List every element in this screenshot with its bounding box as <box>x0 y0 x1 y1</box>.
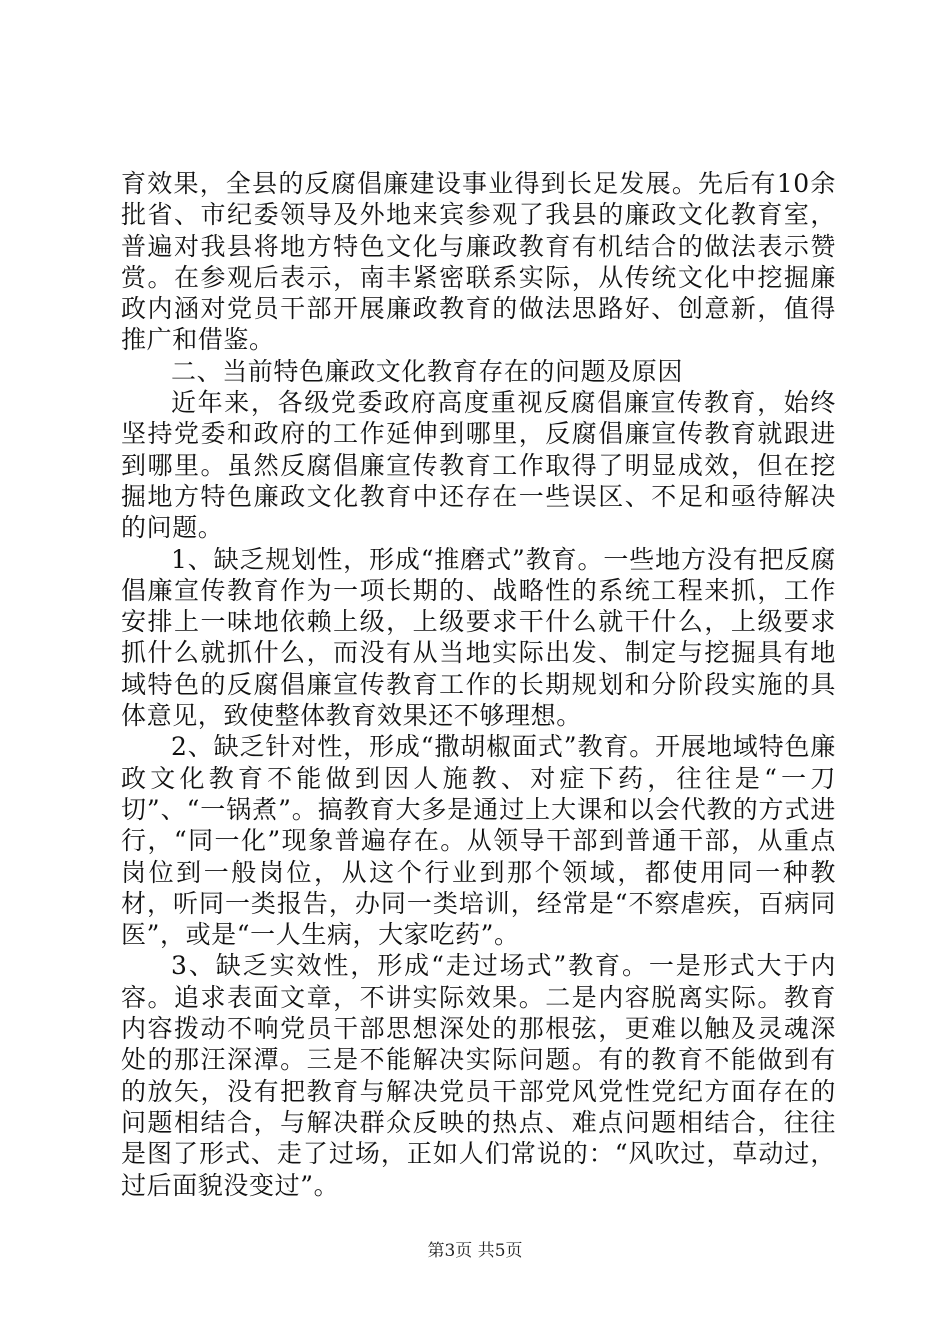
paragraph-point-1: 1、缺乏规划性，形成“推磨式”教育。一些地方没有把反腐倡廉宣传教育作为一项长期的、战略性的系统工程来抓，工作安排上一味地依赖上级，上级要求干什么就干什么，上级要求抓什么就抓什么，而没有从当地实际出发、制定与挖掘具有地域特色的反腐倡廉宣传教育工作的长期规划和分阶段实施的具体意见，致使整体教育效果还不够理想。 <box>121 544 836 731</box>
section-heading: 二、当前特色廉政文化教育存在的问题及原因 <box>171 356 684 386</box>
document-body <box>121 168 836 1201</box>
paragraph-intro-continuation: 育效果，全县的反腐倡廉建设事业得到长足发展。先后有10余批省、市纪委领导及外地来宾参观了我县的廉政文化教育室，普遍对我县将地方特色文化与廉政教育有机结合的做法表示赞赏。在参观后表示，南丰紧密联系实际，从传统文化中挖掘廉政内涵对党员干部开展廉政教育的做法思路好、创意新，值得推广和借鉴。 <box>121 169 836 355</box>
page-footer <box>0 1240 950 1262</box>
paragraph-point-3: 3、缺乏实效性，形成“走过场式”教育。一是形式大于内容。追求表面文章，不讲实际效果。二是内容脱离实际。教育内容拨动不响党员干部思想深处的那根弦，更难以触及灵魂深处的那汪深潭。三是不能解决实际问题。有的教育不能做到有的放矢，没有把教育与解决党员干部党风党性党纪方面存在的问题相结合，与解决群众反映的热点、难点问题相结合，往往是图了形式、走了过场，正如人们常说的：“风吹过，草动过，过后面貌没变过”。 <box>121 951 836 1200</box>
paragraph-point-2: 2、缺乏针对性，形成“撒胡椒面式”教育。开展地域特色廉政文化教育不能做到因人施教、对症下药，往往是“一刀切”、“一锅煮”。搞教育大多是通过上大课和以会代教的方式进行，“同一化”现象普遍存在。从领导干部到普通干部，从重点岗位到一般岗位，从这个行业到那个领域，都使用同一种教材，听同一类报告，办同一类培训，经常是“不察虐疾，百病同医”，或是“一人生病，大家吃药”。 <box>121 732 836 950</box>
page-number-label: 第3页 共5页 <box>427 1241 523 1261</box>
paragraph-overview: 近年来，各级党委政府高度重视反腐倡廉宣传教育，始终坚持党委和政府的工作延伸到哪里，反腐倡廉宣传教育就跟进到哪里。虽然反腐倡廉宣传教育工作取得了明显成效，但在挖掘地方特色廉政文化教育中还存在一些误区、不足和亟待解决的问题。 <box>121 388 836 543</box>
